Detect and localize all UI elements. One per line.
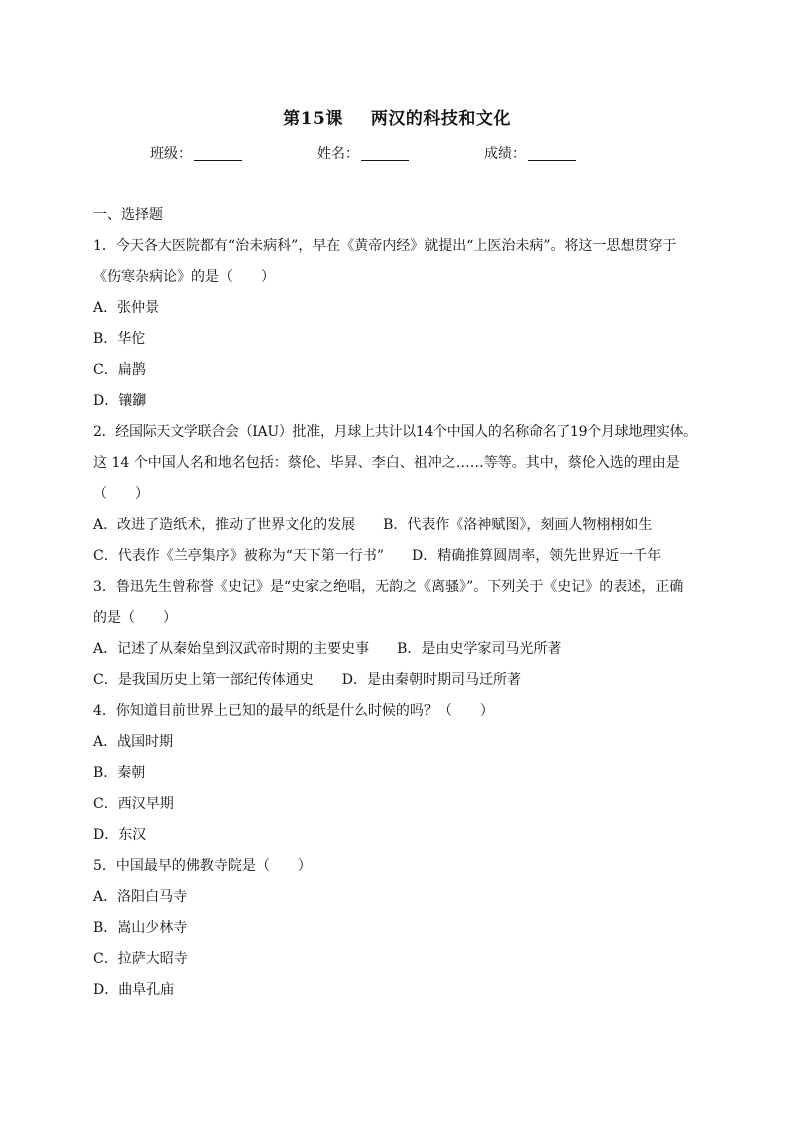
score-label: 成绩： — [484, 146, 526, 162]
option-row-cd — [93, 669, 713, 700]
page-title — [0, 104, 794, 129]
question-text-line: 《伤寒杂病论》的是（ ） — [93, 269, 275, 285]
option-row-cd — [93, 545, 713, 576]
question-text-line: 的是（ ） — [93, 610, 177, 626]
section-heading: 一、选择题 — [93, 207, 163, 223]
question-text-line: 这 14 个中国人名和地名包括：蔡伦、毕昇、李白、祖冲之……等等。其中，蔡伦入选的理由是 — [93, 455, 680, 471]
option-b[interactable]: B．是由史学家司马光所著 — [397, 641, 562, 657]
option-a[interactable]: A．洛阳白马寺 — [93, 889, 188, 905]
option-b[interactable]: B．华佗 — [93, 331, 146, 347]
option-a[interactable]: A．记述了从秦始皇到汉武帝时期的主要史事 — [93, 641, 370, 657]
option-c[interactable]: C．代表作《兰亭集序》被称为“天下第一行书” — [93, 548, 385, 564]
score-field — [484, 143, 576, 163]
question-text-line: 5．中国最早的佛教寺院是（ ） — [93, 858, 312, 874]
question-5 — [93, 855, 713, 1010]
question-body — [93, 204, 713, 1010]
name-blank[interactable] — [361, 146, 409, 161]
option-c[interactable]: C．西汉早期 — [93, 796, 174, 812]
lesson-number: 第15课 — [283, 109, 343, 129]
option-d[interactable]: D．精确推算圆周率，领先世界近一千年 — [412, 548, 662, 564]
question-text-line: 2．经国际天文学联合会（IAU）批准，月球上共计以14个中国人的名称命名了19个月球地理实体。 — [93, 424, 697, 440]
option-d[interactable]: D．镶䥏 — [93, 393, 147, 409]
question-3 — [93, 576, 713, 700]
question-1 — [93, 235, 713, 421]
option-row-ab — [93, 638, 713, 669]
question-2 — [93, 421, 713, 576]
name-label: 姓名： — [317, 146, 359, 162]
question-text-line: 4．你知道目前世界上已知的最早的纸是什么时候的吗？（ ） — [93, 703, 494, 719]
name-field — [317, 143, 409, 163]
option-c[interactable]: C．是我国历史上第一部纪传体通史 — [93, 672, 314, 688]
option-c[interactable]: C．扁鹊 — [93, 362, 146, 378]
class-blank[interactable] — [194, 146, 242, 161]
option-a[interactable]: A．改进了造纸术，推动了世界文化的发展 — [93, 517, 356, 533]
option-a[interactable]: A．战国时期 — [93, 734, 174, 750]
option-b[interactable]: B．代表作《洛神赋图》，刻画人物栩栩如生 — [383, 517, 653, 533]
option-c[interactable]: C．拉萨大昭寺 — [93, 951, 188, 967]
class-label: 班级： — [150, 146, 192, 162]
option-b[interactable]: B．嵩山少林寺 — [93, 920, 188, 936]
option-d[interactable]: D．东汉 — [93, 827, 147, 843]
lesson-name: 两汉的科技和文化 — [370, 109, 511, 129]
score-blank[interactable] — [528, 146, 576, 161]
option-row-ab — [93, 514, 713, 545]
question-text-line: 3．鲁迅先生曾称誉《史记》是“史家之绝唱，无韵之《离骚》”。下列关于《史记》的表述，正确 — [93, 579, 684, 595]
option-b[interactable]: B．秦朝 — [93, 765, 146, 781]
question-text-line: （ ） — [93, 486, 149, 502]
question-text-line: 1．今天各大医院都有“治未病科”，早在《黄帝内经》就提出“上医治未病”。将这一思想贯穿于 — [93, 238, 677, 254]
option-d[interactable]: D．是由秦朝时期司马迁所著 — [341, 672, 521, 688]
option-a[interactable]: A．张仲景 — [93, 300, 160, 316]
option-d[interactable]: D．曲阜孔庙 — [93, 982, 175, 998]
class-field — [150, 143, 242, 163]
question-4 — [93, 700, 713, 855]
